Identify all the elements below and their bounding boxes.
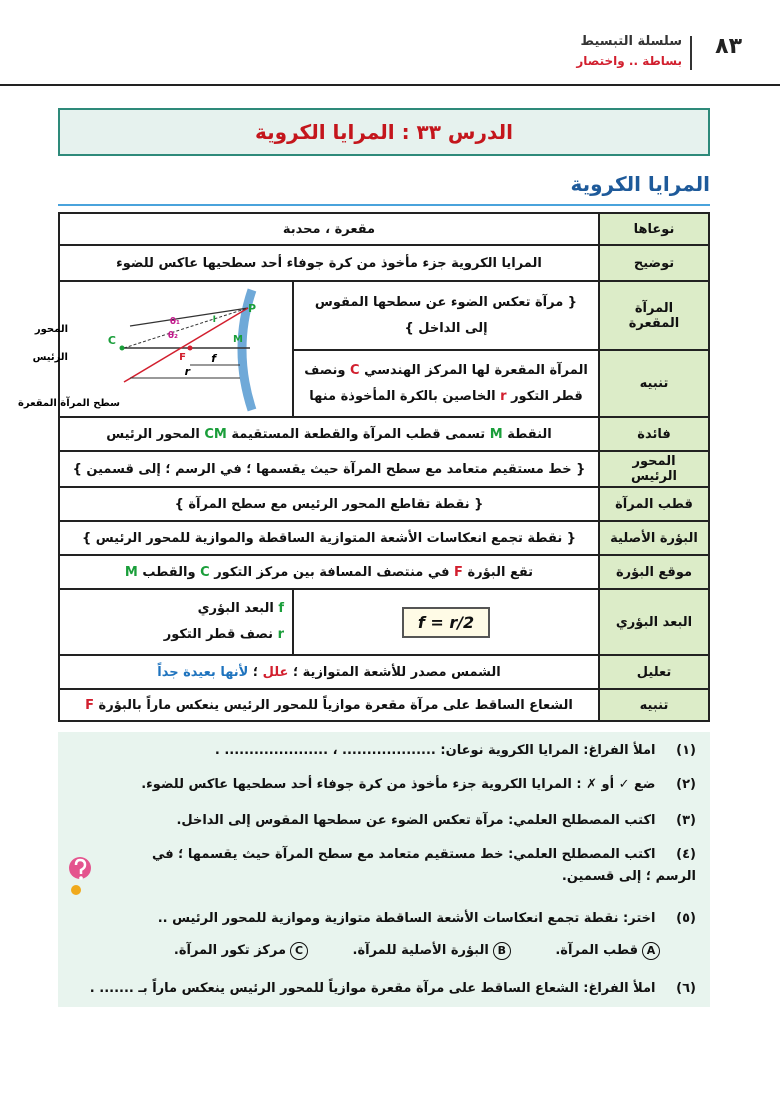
row-value: { نقطة تقاطع المحور الرئيس مع سطح المرآة } [59, 487, 599, 521]
axis-label-2: الرئيس [32, 352, 68, 363]
row-label: المرآة المقعرة [599, 281, 709, 350]
exercise-number: (٦) [676, 981, 696, 996]
table-row [59, 555, 709, 589]
incident-ray [130, 308, 248, 326]
label-p: P [247, 302, 256, 315]
exercise-number: (٥) [676, 911, 696, 926]
theta-1: θ₁ [169, 317, 180, 327]
exercise-number: (٣) [676, 813, 696, 828]
theta-2: θ₂ [167, 331, 178, 341]
symbol-c: C [200, 564, 210, 580]
table-row [59, 521, 709, 555]
table-row [59, 689, 709, 721]
symbol-m: M [489, 426, 503, 442]
text-part: الشعاع الساقط على مرآة مقعرة موازياً للمحور الرئيس ينعكس ماراً بالبؤرة [98, 697, 573, 713]
table-row [59, 655, 709, 689]
header-divider [690, 36, 692, 70]
row-value: { نقطة تجمع انعكاسات الأشعة المتوازية الساقطة والموازية للمحور الرئيس } [59, 521, 599, 555]
normal-label: I [212, 315, 216, 325]
text-part: في منتصف المسافة بين مركز التكور [214, 564, 450, 580]
row-value: الشمس مصدر للأشعة المتوازية ؛ علل ؛ لأنها بعيدة جداً [59, 655, 599, 689]
option-a[interactable] [555, 940, 660, 962]
row-value [59, 689, 599, 721]
row-value [293, 589, 599, 655]
row-value [59, 417, 599, 451]
series-slogan: بساطة .. واختصار [576, 54, 682, 68]
option-letter: B [493, 942, 511, 960]
text-part: والقطب [142, 564, 196, 580]
exercise-item [72, 908, 696, 930]
exercise-number: (٤) [676, 847, 696, 862]
symbol-legend [59, 589, 293, 655]
row-label: البؤرة الأصلية [599, 521, 709, 555]
symbol-c: C [350, 362, 360, 378]
page-number: ٨٣ [715, 34, 742, 59]
symbol-f: F [454, 564, 463, 580]
text-part: النقطة [507, 426, 552, 442]
text-part: المحور الرئيس [106, 426, 200, 442]
exercise-number: (٢) [676, 777, 696, 792]
row-label: قطب المرآة [599, 487, 709, 521]
option-c[interactable] [174, 940, 308, 962]
text-part: نصف قطر التكور [163, 627, 274, 642]
normal-line [124, 308, 248, 348]
table-row [59, 589, 709, 655]
symbol-m: M [124, 564, 138, 580]
center-point [120, 346, 125, 351]
row-label: نوعاها [599, 213, 709, 245]
why-keyword: علل [262, 664, 289, 680]
label-m: M [233, 334, 243, 345]
exercise-text: ضع ✓ أو ✗ : المرايا الكروية جزء مأخوذ من كرة جوفاء أحد سطحيها عاكس للضوء. [141, 777, 656, 792]
row-label: المحور الرئيس [599, 451, 709, 487]
row-label: تعليل [599, 655, 709, 689]
label-radius: r [184, 365, 190, 378]
symbol-f: F [85, 697, 95, 713]
text-part: الخاصين بالكرة المأخوذة منها [309, 388, 496, 404]
exercise-item [72, 774, 696, 796]
axis-label-1: المحور [34, 324, 68, 335]
row-value: مقعرة ، محدبة [59, 213, 599, 245]
header-rule [0, 84, 780, 86]
reason-answer: لأنها بعيدة جداً [157, 664, 249, 680]
option-letter: C [290, 942, 308, 960]
row-label: فائدة [599, 417, 709, 451]
symbol-r: r [500, 388, 507, 404]
option-b[interactable] [353, 940, 511, 962]
row-label: تنبيه [599, 350, 709, 417]
exercise-panel [58, 732, 710, 1007]
focal-formula: f = r/2 [402, 607, 490, 638]
row-label: موقع البؤرة [599, 555, 709, 589]
focus-point [188, 346, 193, 351]
exercise-item [116, 844, 696, 888]
text-part: تسمى قطب المرآة والقطعة المستقيمة [231, 426, 486, 442]
option-text: قطب المرآة. [555, 943, 638, 958]
exercise-text: اكتب المصطلح العلمي: خط مستقيم متعامد مع سطح المرآة حيث يقسمها ؛ في الرسم ؛ إلى قسمين. [151, 847, 696, 884]
table-row [59, 245, 709, 281]
concave-mirror-diagram [17, 282, 292, 416]
label-c: C [107, 334, 116, 347]
option-letter: A [642, 942, 660, 960]
row-label: توضيح [599, 245, 709, 281]
row-value [59, 555, 599, 589]
text-part: الشمس مصدر للأشعة المتوازية ؛ [292, 664, 501, 680]
symbol-f: f [278, 601, 284, 616]
text-part: ونصف قطر التكور [304, 362, 583, 404]
exercise-text: اختر: نقطة تجمع انعكاسات الأشعة الساقطة متوازية وموازية للمحور الرئيس .. [157, 911, 656, 926]
table-row [59, 487, 709, 521]
row-value [293, 350, 599, 417]
table-row [59, 213, 709, 245]
symbol-cm: CM [204, 426, 227, 442]
exercise-item [72, 810, 696, 832]
section-title: المرايا الكروية [570, 172, 710, 196]
exercise-text: املأ الفراغ: المرايا الكروية نوعان: ................... ، ..................... . [214, 743, 656, 758]
exercise-text: اكتب المصطلح العلمي: مرآة تعكس الضوء عن سطحها المقوس إلى الداخل. [176, 813, 656, 828]
page-header [22, 34, 742, 78]
exercise-text: املأ الفراغ: الشعاع الساقط على مرآة مقعرة موازياً للمحور الرئيس ينعكس ماراً بـ ....... . [89, 981, 656, 996]
table-row [59, 417, 709, 451]
section-underline [58, 204, 710, 206]
exercise-number: (١) [676, 743, 696, 758]
row-value: { مرآة تعكس الضوء عن سطحها المقوس إلى الداخل } [293, 281, 599, 350]
text-part: البعد البؤري [197, 601, 274, 616]
text-part: تقع البؤرة [467, 564, 534, 580]
surface-label: سطح المرآة المقعرة [17, 398, 120, 409]
exercise-options [72, 940, 696, 962]
info-table [17, 212, 710, 722]
question-mark-icon [66, 852, 94, 896]
label-focal: f [211, 352, 216, 365]
mirror-diagram-cell [17, 281, 293, 417]
exercise-item [72, 978, 696, 1000]
symbol-r: r [277, 627, 284, 642]
option-text: البؤرة الأصلية للمرآة. [352, 943, 489, 958]
row-value: { خط مستقيم متعامد مع سطح المرآة حيث يقسمها ؛ في الرسم ؛ إلى قسمين } [59, 451, 599, 487]
row-value: المرايا الكروية جزء مأخوذ من كرة جوفاء أحد سطحيها عاكس للضوء [59, 245, 599, 281]
option-text: مركز تكور المرآة. [173, 943, 286, 958]
table-row [59, 281, 709, 350]
table-row [59, 451, 709, 487]
text-part: المرآة المقعرة لها المركز الهندسي [364, 362, 588, 378]
exercise-item [72, 740, 696, 762]
row-label: البعد البؤري [599, 589, 709, 655]
lesson-title: الدرس ٣٣ : المرايا الكروية [58, 108, 710, 156]
label-f: F [179, 352, 186, 363]
series-name: سلسلة التبسيط [580, 34, 682, 49]
row-label: تنبيه [599, 689, 709, 721]
